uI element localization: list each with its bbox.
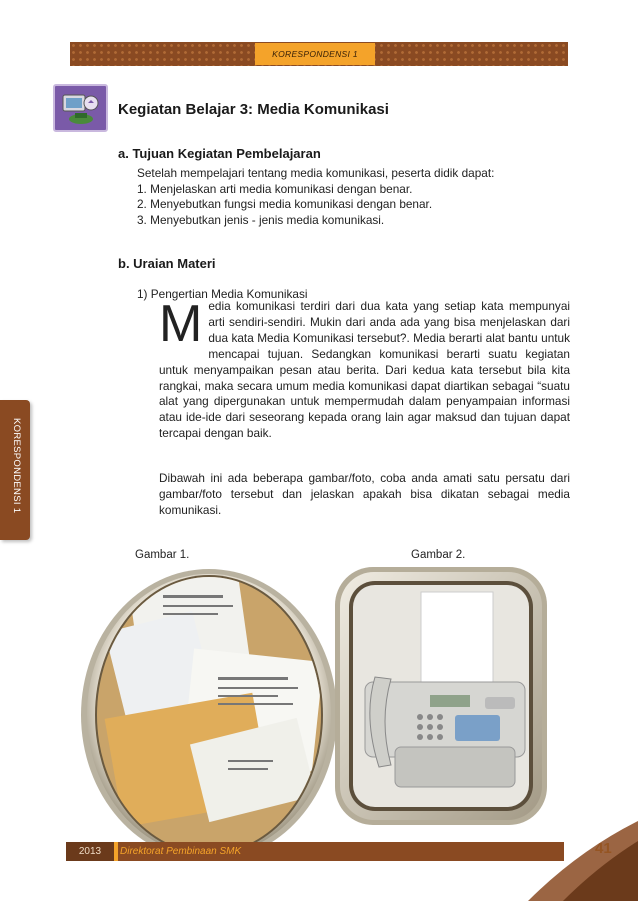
footer-accent	[114, 842, 118, 861]
paragraph-2: Dibawah ini ada beberapa gambar/foto, coba anda amati satu persatu dari gambar/foto tersebut dan jelaskan apakah bisa dikatan sebagai media komunikasi.	[159, 471, 570, 517]
subheading: 1) Pengertian Media Komunikasi	[137, 287, 308, 301]
section-a-heading: a. Tujuan Kegiatan Pembelajaran	[118, 146, 321, 161]
list-item: 2. Menyebutkan fungsi media komunikasi dengan benar.	[137, 197, 433, 211]
fax-machine-image	[335, 567, 547, 825]
caption-gambar-2: Gambar 2.	[411, 549, 466, 561]
section-a-lines	[137, 166, 494, 228]
paragraph-1-text: edia komunikasi terdiri dari dua kata yang setiap kata mempunyai arti sendiri-sendiri. Mukin dari anda ada yang bisa menjelaskan dari dua kata Media Komunikasi tersebut?. Media berarti alat bantu untuk mencapai tujuan. Sedangkan komunikasi berarti suatu kegiatan untuk menyampaikan pesan atau berita. Dari kedua kata tersebut bila kita rangkai, maka secara umum media komunikasi dapat diartikan sebagai “suatu alat yang dipergunakan untuk mempermudah dalam penyampaian informasi atau ide-ide dari seseorang kepada orang lain agar maksud dan tujuan dapat tercapai dengan baik.	[159, 299, 570, 441]
footer-year: 2013	[66, 842, 114, 861]
paragraph-1	[159, 295, 570, 442]
letters-envelopes-image	[78, 565, 340, 861]
list-item: Setelah mempelajari tentang media komunikasi, peserta didik dapat:	[137, 166, 495, 180]
side-tab-label: KORESPONDENSI 1	[11, 418, 22, 514]
dropcap: M	[159, 295, 203, 353]
footer-publisher: Direktorat Pembinaan SMK	[120, 846, 242, 857]
corner-decoration	[518, 811, 638, 901]
caption-gambar-1: Gambar 1.	[135, 549, 190, 561]
page-title: Kegiatan Belajar 3: Media Komunikasi	[118, 101, 389, 118]
list-item: 3. Menyebutkan jenis - jenis media komunikasi.	[137, 212, 385, 227]
header-label: KORESPONDENSI 1	[255, 43, 375, 65]
list-item: 1. Menjelaskan arti media komunikasi dengan benar.	[137, 181, 413, 196]
lesson-icon	[53, 84, 108, 132]
section-b-heading: b. Uraian Materi	[118, 256, 216, 271]
